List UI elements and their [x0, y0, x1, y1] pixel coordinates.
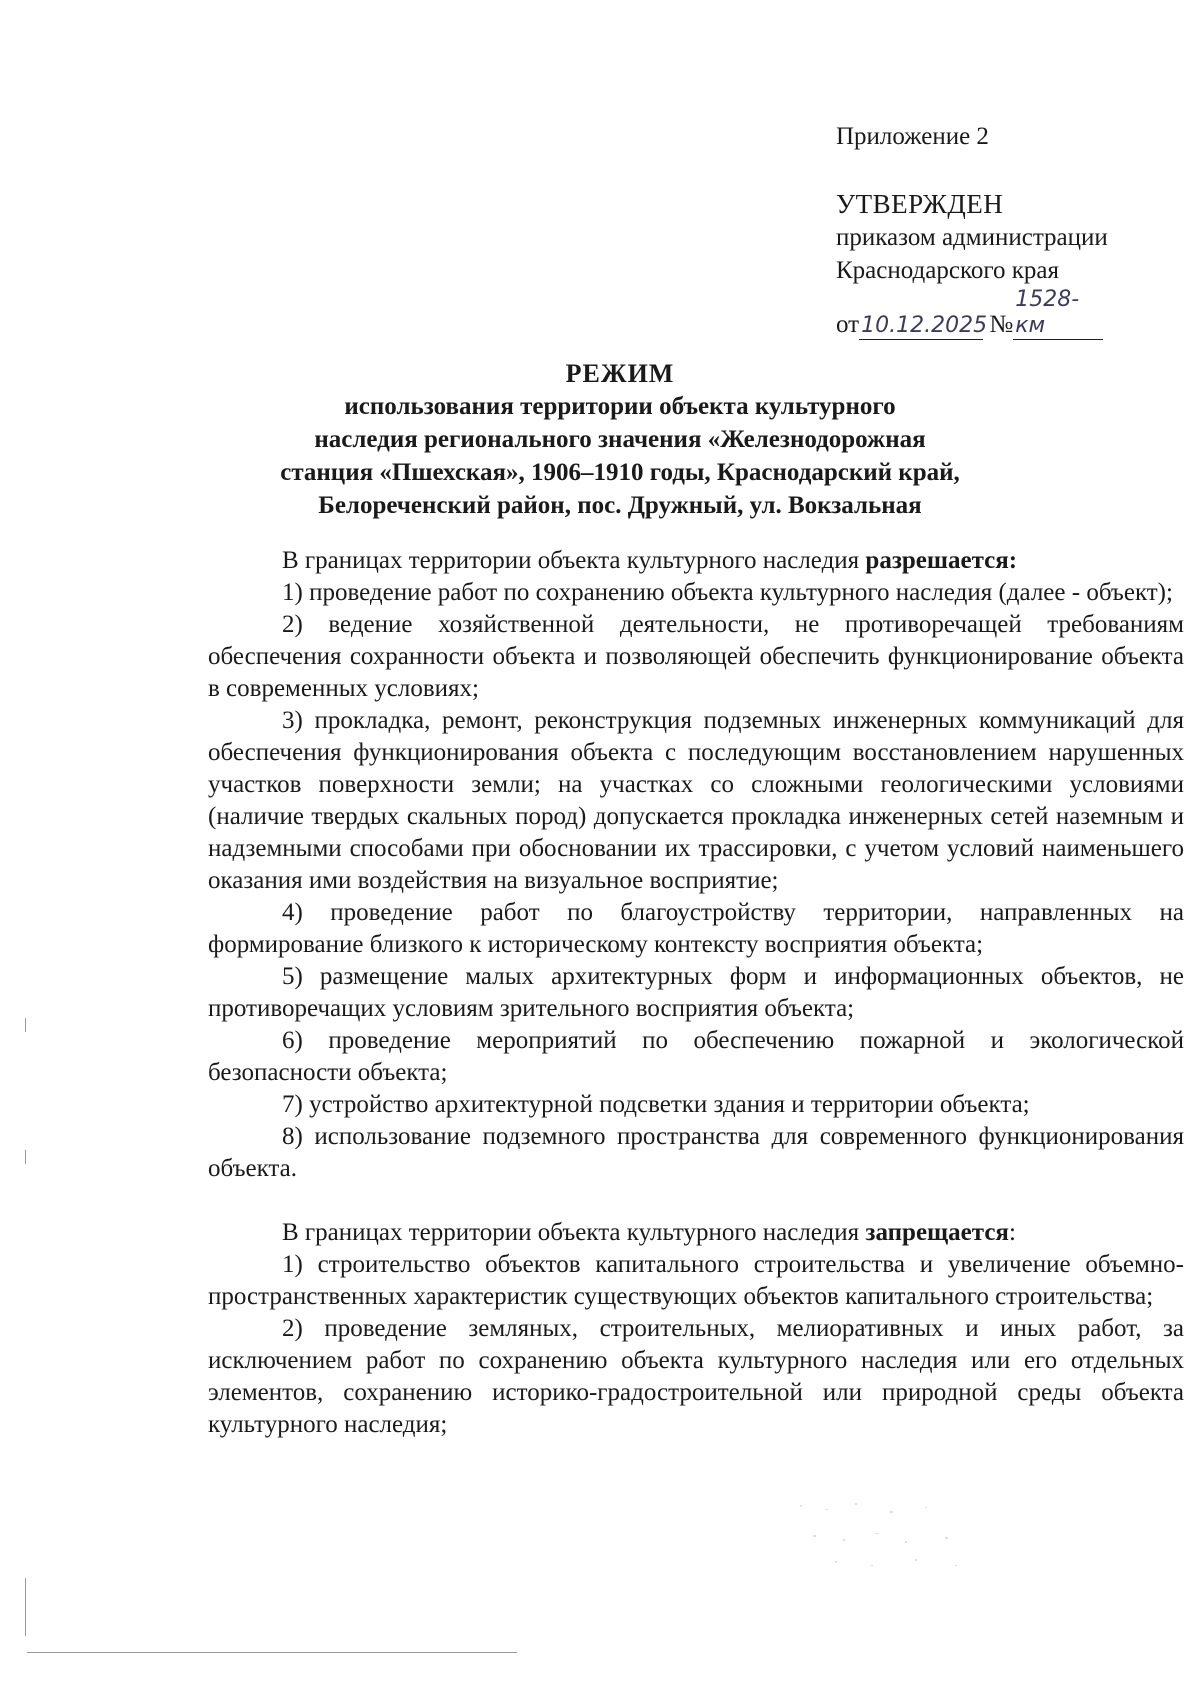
title-line: наследия регионального значения «Железнодорожная: [314, 426, 926, 453]
scan-bottom-line: [27, 1652, 517, 1653]
date-prefix: от: [836, 311, 860, 338]
approved-by-line1: приказом администрации: [836, 224, 1108, 251]
allowed-item: 8) использование подземного пространства для современного функционирования объекта.: [208, 1123, 1184, 1182]
handwritten-number: 1528-км: [1013, 287, 1103, 340]
allowed-item: 2) ведение хозяйственной деятельности, не противоречащей требованиям обеспечения сохранности объекта и позволяющей обеспечить функционирование объекта в современных условиях;: [208, 611, 1184, 702]
title-heading: РЕЖИМ: [565, 359, 675, 388]
allowed-item: 7) устройство архитектурной подсветки здания и территории объекта;: [282, 1091, 1030, 1118]
allowed-item: 6) проведение мероприятий по обеспечению пожарной и экологической безопасности объекта;: [208, 1027, 1184, 1086]
allowed-intro: В границах территории объекта культурного наследия разрешается:: [282, 547, 1018, 574]
allowed-item: 3) прокладка, ремонт, реконструкция подземных инженерных коммуникаций для обеспечения функционирования объекта с последующим восстановлением нарушенных участков поверхности земли; на участках со сложными геологическими условиями (наличие твердых скальных пород) допускается прокладка инженерных сетей наземным и надземными способами при обосновании их трассировки, с учетом условий наименьшего оказания ими воздействия на визуальное восприятие;: [208, 707, 1184, 894]
appendix-label: Приложение 2: [836, 123, 989, 150]
scan-margin-mark: [25, 1018, 26, 1032]
title-line: станция «Пшехская», 1906–1910 годы, Краснодарский край,: [280, 459, 960, 486]
scan-margin-mark: [25, 1150, 26, 1164]
allowed-item: 5) размещение малых архитектурных форм и информационных объектов, не противоречащих условиям зрительного восприятия объекта;: [208, 963, 1184, 1022]
title-line: использования территории объекта культурного: [344, 393, 896, 420]
allowed-keyword: разрешается:: [865, 547, 1018, 574]
title-line: Белореченский район, пос. Дружный, ул. Вокзальная: [318, 492, 922, 519]
prohibited-item: 1) строительство объектов капитального строительства и увеличение объемно-пространственных характеристик существующих объектов капитального строительства;: [208, 1251, 1184, 1310]
allowed-item: 4) проведение работ по благоустройству территории, направленных на формирование близкого к историческому контексту восприятия объекта;: [208, 899, 1184, 958]
handwritten-date: 10.12.2025: [861, 313, 988, 338]
prohibited-intro: В границах территории объекта культурного наследия запрещается:: [282, 1219, 1016, 1246]
prohibited-keyword: запрещается: [865, 1219, 1009, 1246]
approval-block: [836, 188, 1108, 341]
scan-margin-mark: [25, 1578, 26, 1636]
section-gap: [208, 1185, 1184, 1217]
prohibited-item: 2) проведение земляных, строительных, мелиоративных и иных работ, за исключением работ по сохранению объекта культурного наследия или его отдельных элементов, сохранению историко-градостроительной или природной среды объекта культурного наследия;: [208, 1315, 1184, 1438]
approved-heading: УТВЕРЖДЕН: [836, 189, 1004, 219]
allowed-item: 1) проведение работ по сохранению объекта культурного наследия (далее - объект);: [282, 579, 1173, 606]
document-body: [208, 545, 1184, 1441]
approved-by-line2: Краснодарского края: [836, 257, 1059, 284]
scan-noise: [795, 1495, 975, 1575]
number-prefix: №: [989, 311, 1014, 338]
order-date-line: [836, 287, 1108, 341]
document-title: [150, 357, 1090, 522]
